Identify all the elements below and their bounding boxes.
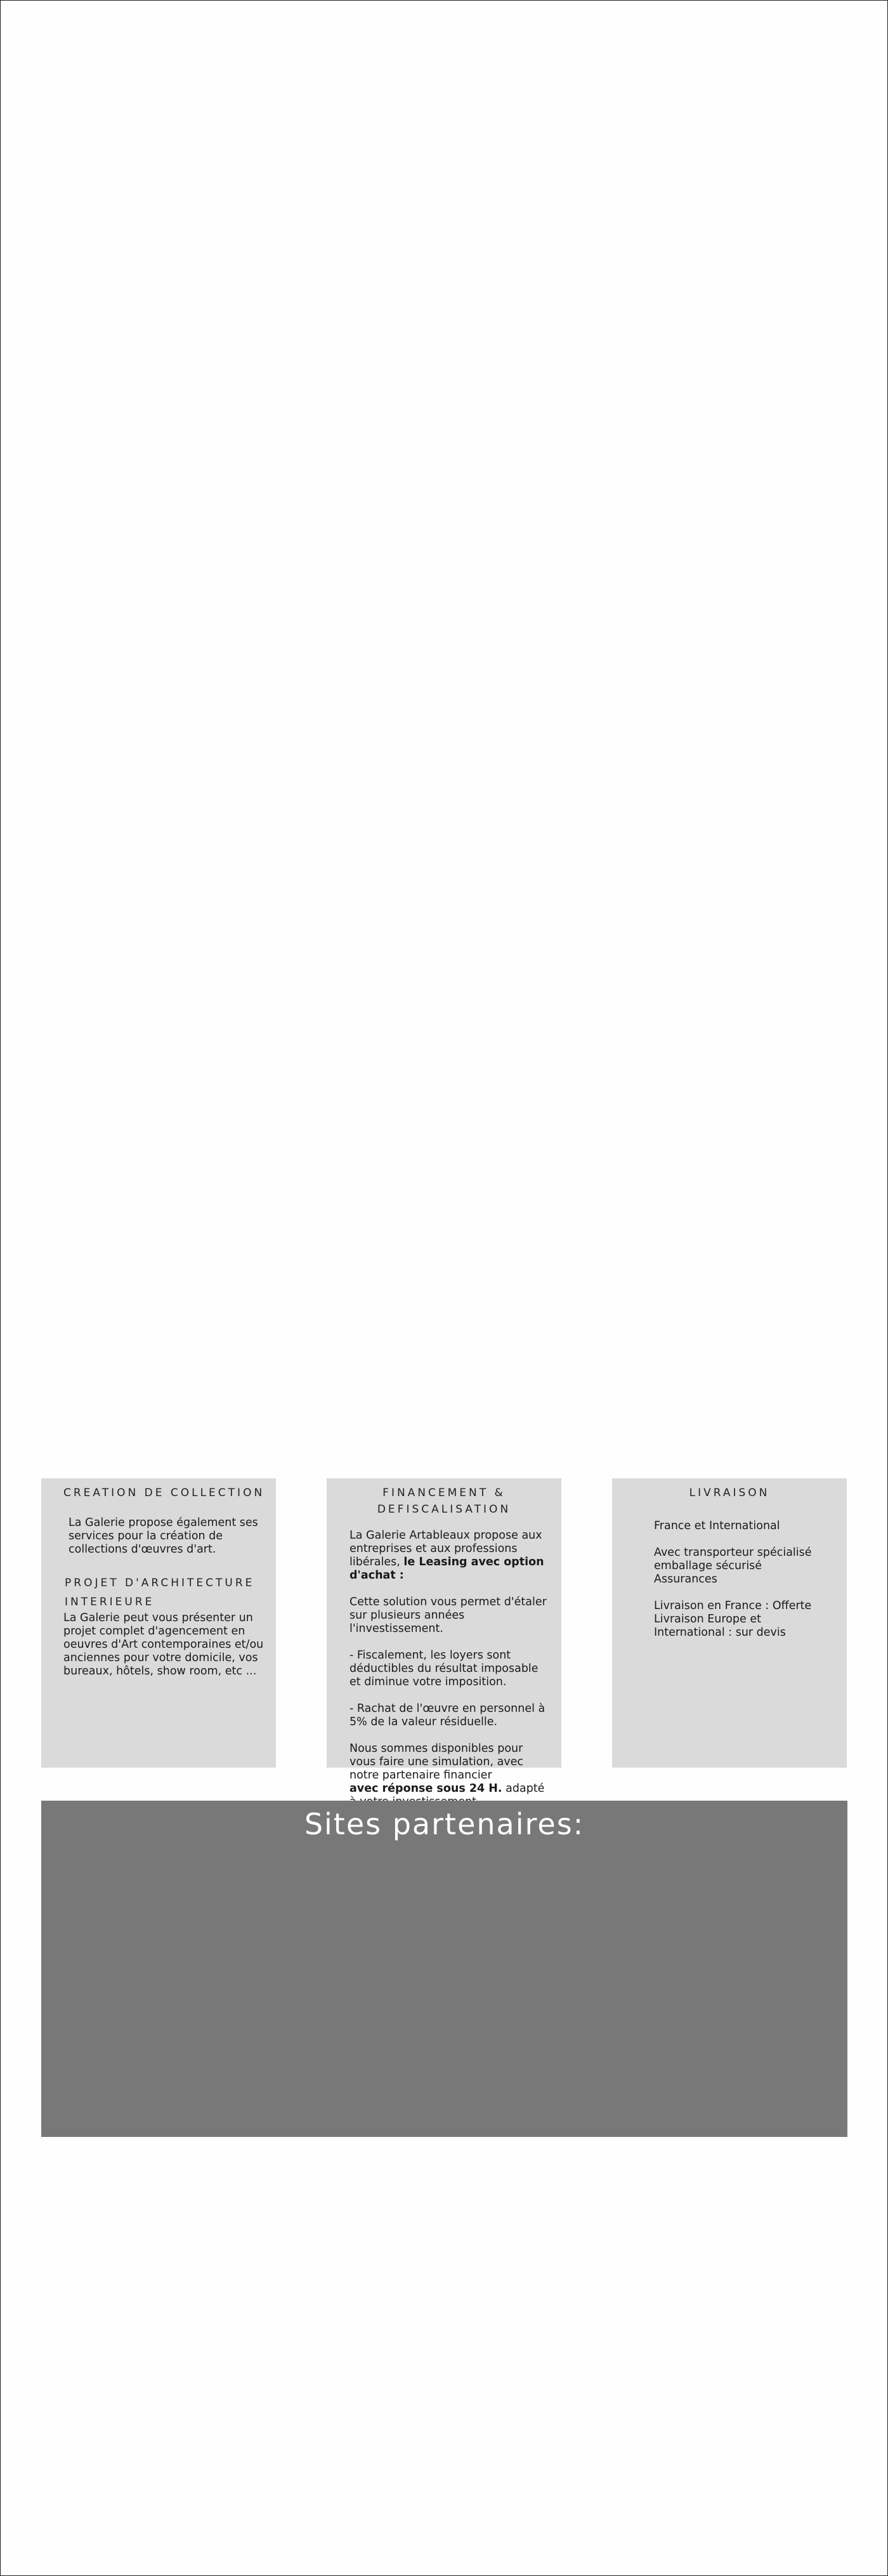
- financement-heading-line2: DEFISCALISATION: [377, 1503, 511, 1516]
- partners-section: [41, 1801, 847, 2137]
- collection-intro: La Galerie propose également ses services pour la création de collections d'œuvres d'art.: [69, 1516, 258, 1556]
- financement-p3: - Fiscalement, les loyers sont déductibles du résultat imposable et diminue votre imposition.: [349, 1649, 539, 1688]
- financement-p4: - Rachat de l'œuvre en personnel à 5% de la valeur résiduelle.: [349, 1702, 545, 1728]
- livraison-block3: [654, 1600, 838, 1640]
- livraison-block2-line: Assurances: [654, 1573, 717, 1586]
- livraison-card: [612, 1478, 847, 1768]
- financement-p1-text: La Galerie Artableaux propose aux entreprises et aux professions libérales,: [349, 1529, 542, 1568]
- livraison-line1: France et International: [654, 1520, 780, 1532]
- architecture-text: La Galerie peut vous présenter un projet complet d'agencement en oeuvres d'Art contemporaines et/ou anciennes pour votre domicile, vos bureaux, hôtels, show room, etc ...: [63, 1612, 264, 1678]
- livraison-block3-line: International : sur devis: [654, 1626, 786, 1639]
- financement-p2: Cette solution vous permet d'étaler sur plusieurs années l'investissement.: [349, 1596, 547, 1635]
- financement-p5-text: Nous sommes disponibles pour vous faire une simulation, avec notre partenaire financier: [349, 1742, 524, 1782]
- livraison-block2: [654, 1546, 838, 1586]
- financement-p5: [349, 1742, 552, 1809]
- financement-heading-line1: FINANCEMENT &: [382, 1487, 506, 1499]
- livraison-block3-line: Livraison Europe et: [654, 1613, 761, 1626]
- collection-heading: CREATION DE COLLECTION: [63, 1487, 265, 1499]
- financement-p1-bold: le Leasing avec option d'achat :: [349, 1556, 544, 1582]
- financement-p5-tail: adapté: [506, 1782, 545, 1795]
- livraison-content: [654, 1520, 838, 1653]
- financement-content: [349, 1529, 552, 1822]
- financement-card: [327, 1478, 561, 1795]
- collection-card: [41, 1478, 276, 1768]
- livraison-heading: LIVRAISON: [689, 1487, 770, 1499]
- financement-p5-bold: avec réponse sous 24 H.: [349, 1782, 502, 1795]
- financement-p1: [349, 1529, 552, 1582]
- livraison-block3-line: Livraison en France : Offerte: [654, 1600, 812, 1612]
- architecture-heading: PROJET D'ARCHITECTURE INTERIEURE: [65, 1577, 255, 1608]
- partners-title: Sites partenaires:: [304, 1807, 585, 1841]
- livraison-block2-line: Avec transporteur spécialisé: [654, 1546, 812, 1559]
- livraison-block2-line: emballage sécurisé: [654, 1560, 762, 1572]
